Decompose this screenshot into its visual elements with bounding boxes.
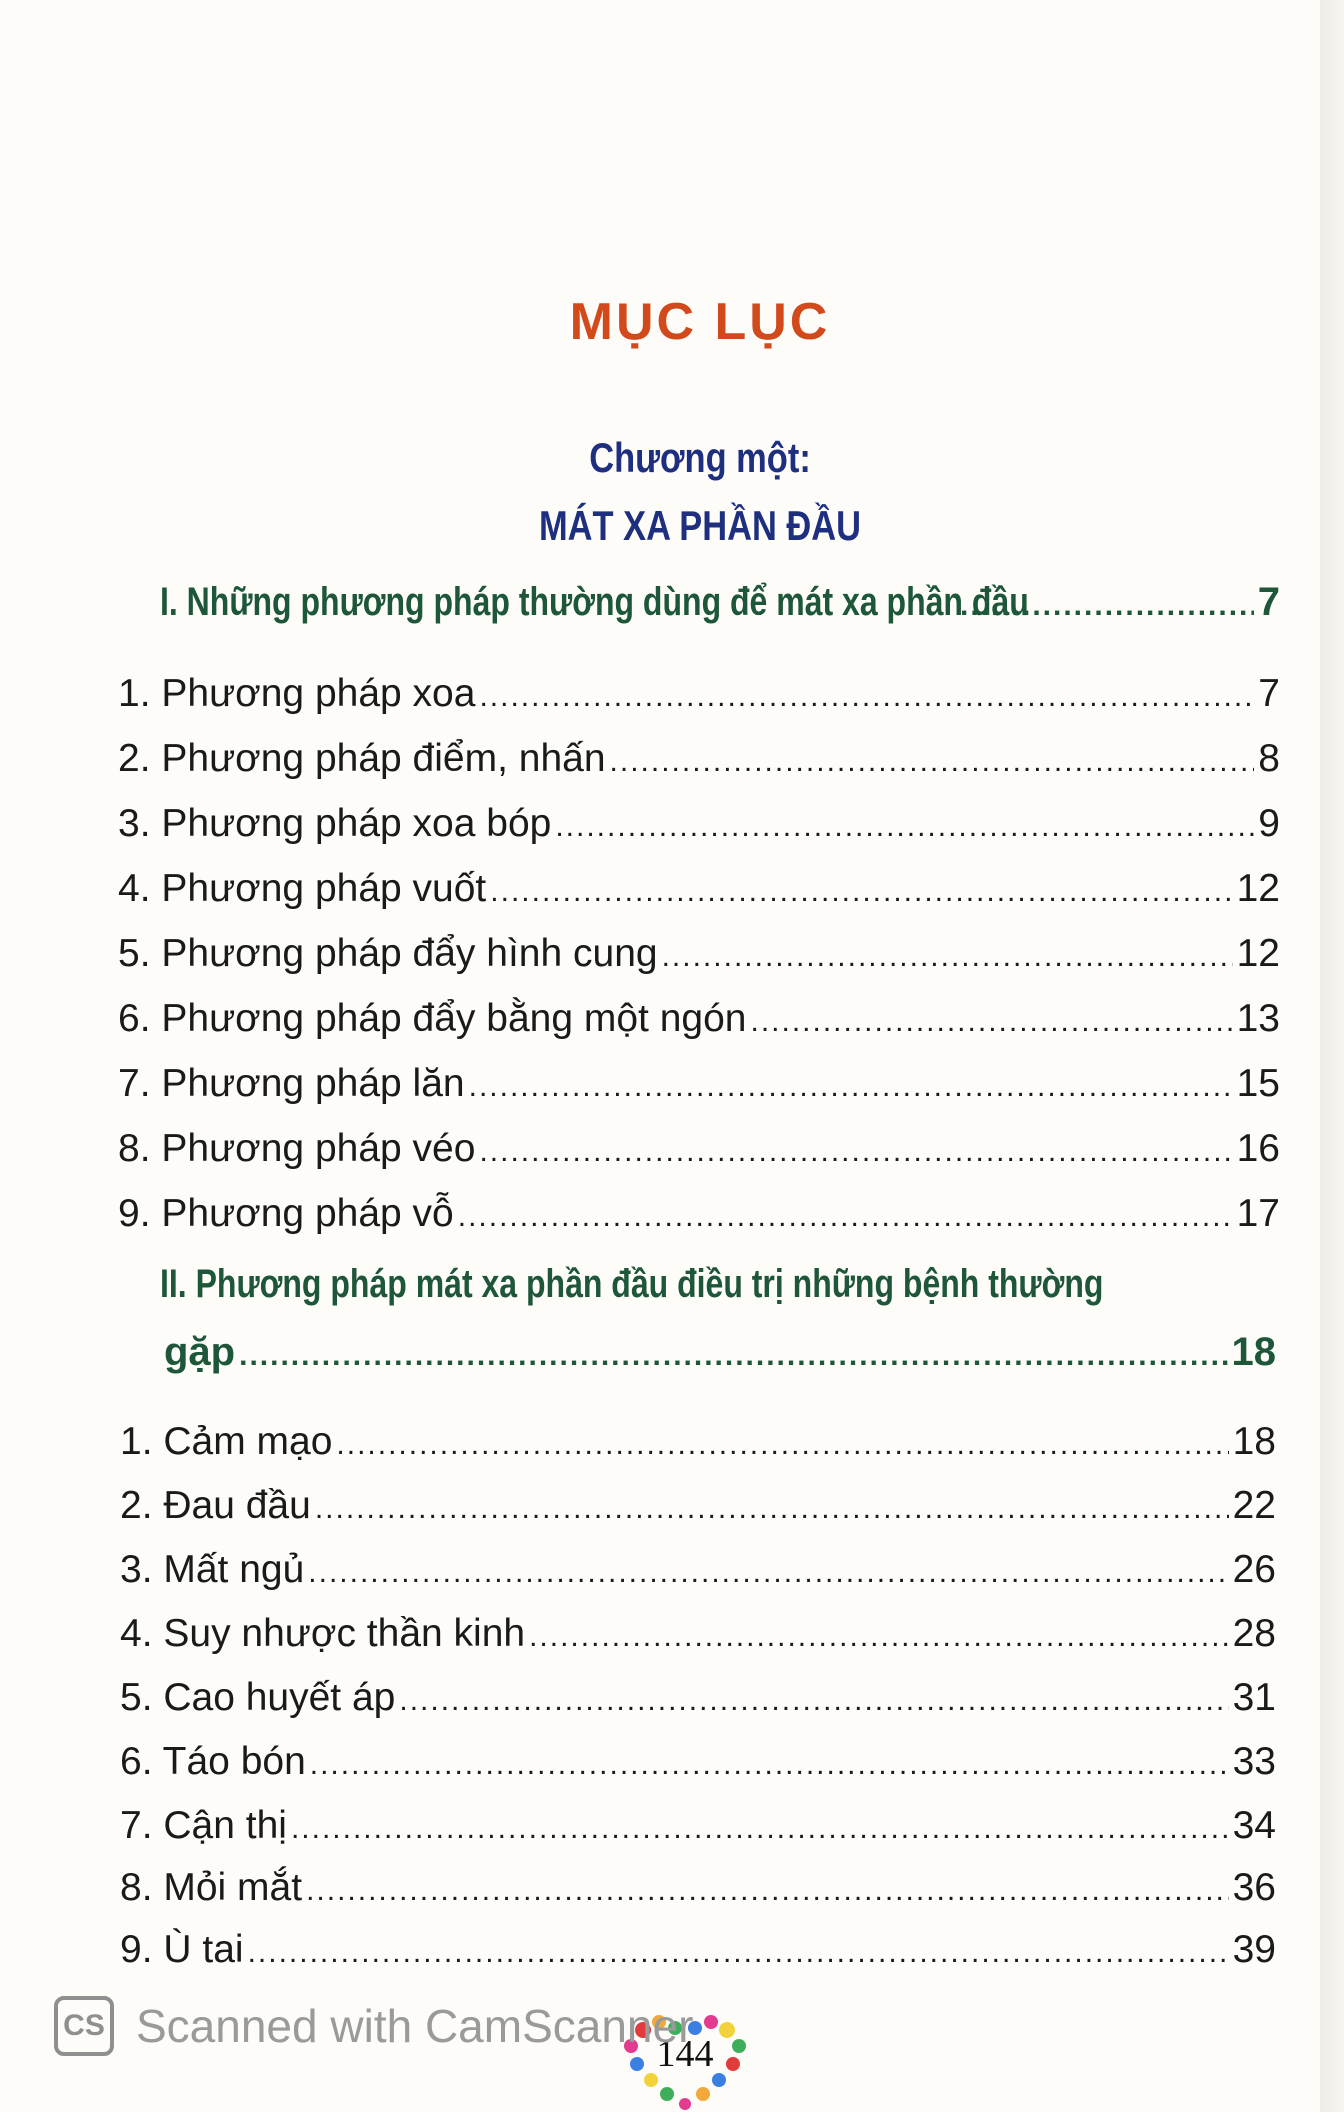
toc-item <box>118 802 1280 846</box>
toc-item-label: 6. Phương pháp đẩy bằng một ngón <box>118 997 747 1040</box>
toc-item-leader <box>662 940 1233 974</box>
toc-item-label: 2. Đau đầu <box>120 1484 311 1527</box>
toc-item-leader <box>306 1874 1229 1908</box>
toc-item-page: 33 <box>1232 1740 1276 1783</box>
toc-item-page: 16 <box>1236 1127 1280 1170</box>
toc-item <box>118 1192 1280 1236</box>
toc-item-label: 5. Phương pháp đẩy hình cung <box>118 932 658 975</box>
toc-item <box>120 1866 1276 1910</box>
chapter-title: MÁT XA PHẦN ĐẦU <box>538 502 862 549</box>
watermark-text: Scanned with CamScanner <box>136 2000 694 2052</box>
toc-item-leader <box>479 1135 1232 1169</box>
toc-item-leader <box>291 1812 1229 1846</box>
toc-item-label: 4. Suy nhược thần kinh <box>120 1612 526 1655</box>
toc-item <box>120 1548 1276 1592</box>
toc-item <box>118 1127 1280 1171</box>
toc-item-label: 1. Cảm mạo <box>120 1420 333 1463</box>
toc-item-leader <box>315 1492 1229 1526</box>
toc-title: MỤC LỤC <box>569 293 831 351</box>
chapter-label: Chương một: <box>589 434 811 481</box>
toc-item-page: 36 <box>1232 1866 1276 1909</box>
toc-item-leader <box>490 875 1232 909</box>
toc-item-page: 7 <box>1258 672 1280 715</box>
toc-item <box>120 1420 1276 1464</box>
toc-item-page: 12 <box>1236 932 1280 975</box>
toc-item-leader <box>750 1005 1232 1039</box>
toc-item-page: 22 <box>1232 1484 1276 1527</box>
toc-item-label: 4. Phương pháp vuốt <box>118 867 487 910</box>
toc-item-label: 5. Cao huyết áp <box>120 1676 396 1719</box>
toc-item <box>120 1804 1276 1848</box>
toc-item <box>120 1612 1276 1656</box>
toc-item-leader <box>248 1936 1229 1970</box>
toc-item-page: 8 <box>1258 737 1280 780</box>
toc-item <box>120 1740 1276 1784</box>
section-2-leader <box>239 1339 1227 1373</box>
toc-item-page: 26 <box>1232 1548 1276 1591</box>
toc-item-label: 9. Ù tai <box>120 1928 244 1971</box>
toc-item-leader <box>529 1620 1229 1654</box>
toc-item <box>118 672 1280 716</box>
toc-item-page: 13 <box>1236 997 1280 1040</box>
toc-item-page: 34 <box>1232 1804 1276 1847</box>
section-2-row <box>164 1330 1276 1375</box>
toc-item-page: 31 <box>1232 1676 1276 1719</box>
toc-item-label: 3. Mất ngủ <box>120 1548 305 1591</box>
toc-item-leader <box>336 1428 1228 1462</box>
toc-item <box>118 867 1280 911</box>
toc-item <box>120 1928 1276 1972</box>
toc-item-label: 6. Táo bón <box>120 1740 306 1783</box>
section-1-row <box>160 580 1280 625</box>
toc-item-leader <box>610 745 1255 779</box>
toc-item-leader <box>458 1200 1233 1234</box>
toc-item-label: 3. Phương pháp xoa bóp <box>118 802 552 845</box>
toc-item-label: 8. Mỏi mắt <box>120 1866 303 1909</box>
toc-item <box>118 1062 1280 1106</box>
toc-item-leader <box>469 1070 1233 1104</box>
toc-item-page: 9 <box>1258 802 1280 845</box>
page-number: 144 <box>656 2033 714 2075</box>
toc-item-page: 39 <box>1232 1928 1276 1971</box>
toc-item-page: 17 <box>1236 1192 1280 1235</box>
toc-item-label: 1. Phương pháp xoa <box>118 672 476 715</box>
page-edge <box>1320 0 1344 2112</box>
section-1-title: I. Những phương pháp thường dùng để mát xa phần đầu <box>160 580 1029 624</box>
toc-item <box>118 997 1280 1041</box>
section-2-title-line2: gặp <box>164 1330 236 1374</box>
toc-item-leader <box>310 1748 1229 1782</box>
toc-item <box>120 1484 1276 1528</box>
toc-item <box>118 932 1280 976</box>
toc-item-label: 8. Phương pháp véo <box>118 1127 476 1170</box>
toc-item-label: 9. Phương pháp vỗ <box>118 1192 454 1235</box>
toc-item-page: 28 <box>1232 1612 1276 1655</box>
camscanner-watermark <box>54 1996 693 2056</box>
section-2-title-line1: II. Phương pháp mát xa phần đầu điều trị những bệnh thường <box>160 1262 1104 1306</box>
toc-item-leader <box>399 1684 1228 1718</box>
toc-item-label: 7. Cận thị <box>120 1804 287 1847</box>
toc-item-leader <box>308 1556 1228 1590</box>
toc-item-leader <box>555 810 1254 844</box>
toc-item-label: 7. Phương pháp lăn <box>118 1062 465 1105</box>
toc-item <box>118 737 1280 781</box>
toc-item-page: 15 <box>1236 1062 1280 1105</box>
toc-item-label: 2. Phương pháp điểm, nhấn <box>118 737 606 780</box>
section-2-page: 18 <box>1231 1330 1276 1374</box>
toc-item-leader <box>479 680 1254 714</box>
toc-item-page: 18 <box>1232 1420 1276 1463</box>
section-1-page: 7 <box>1257 580 1280 624</box>
camscanner-logo-icon: CS <box>54 1996 114 2056</box>
section-2-title <box>160 1262 1280 1307</box>
toc-item <box>120 1676 1276 1720</box>
toc-item-page: 12 <box>1236 867 1280 910</box>
